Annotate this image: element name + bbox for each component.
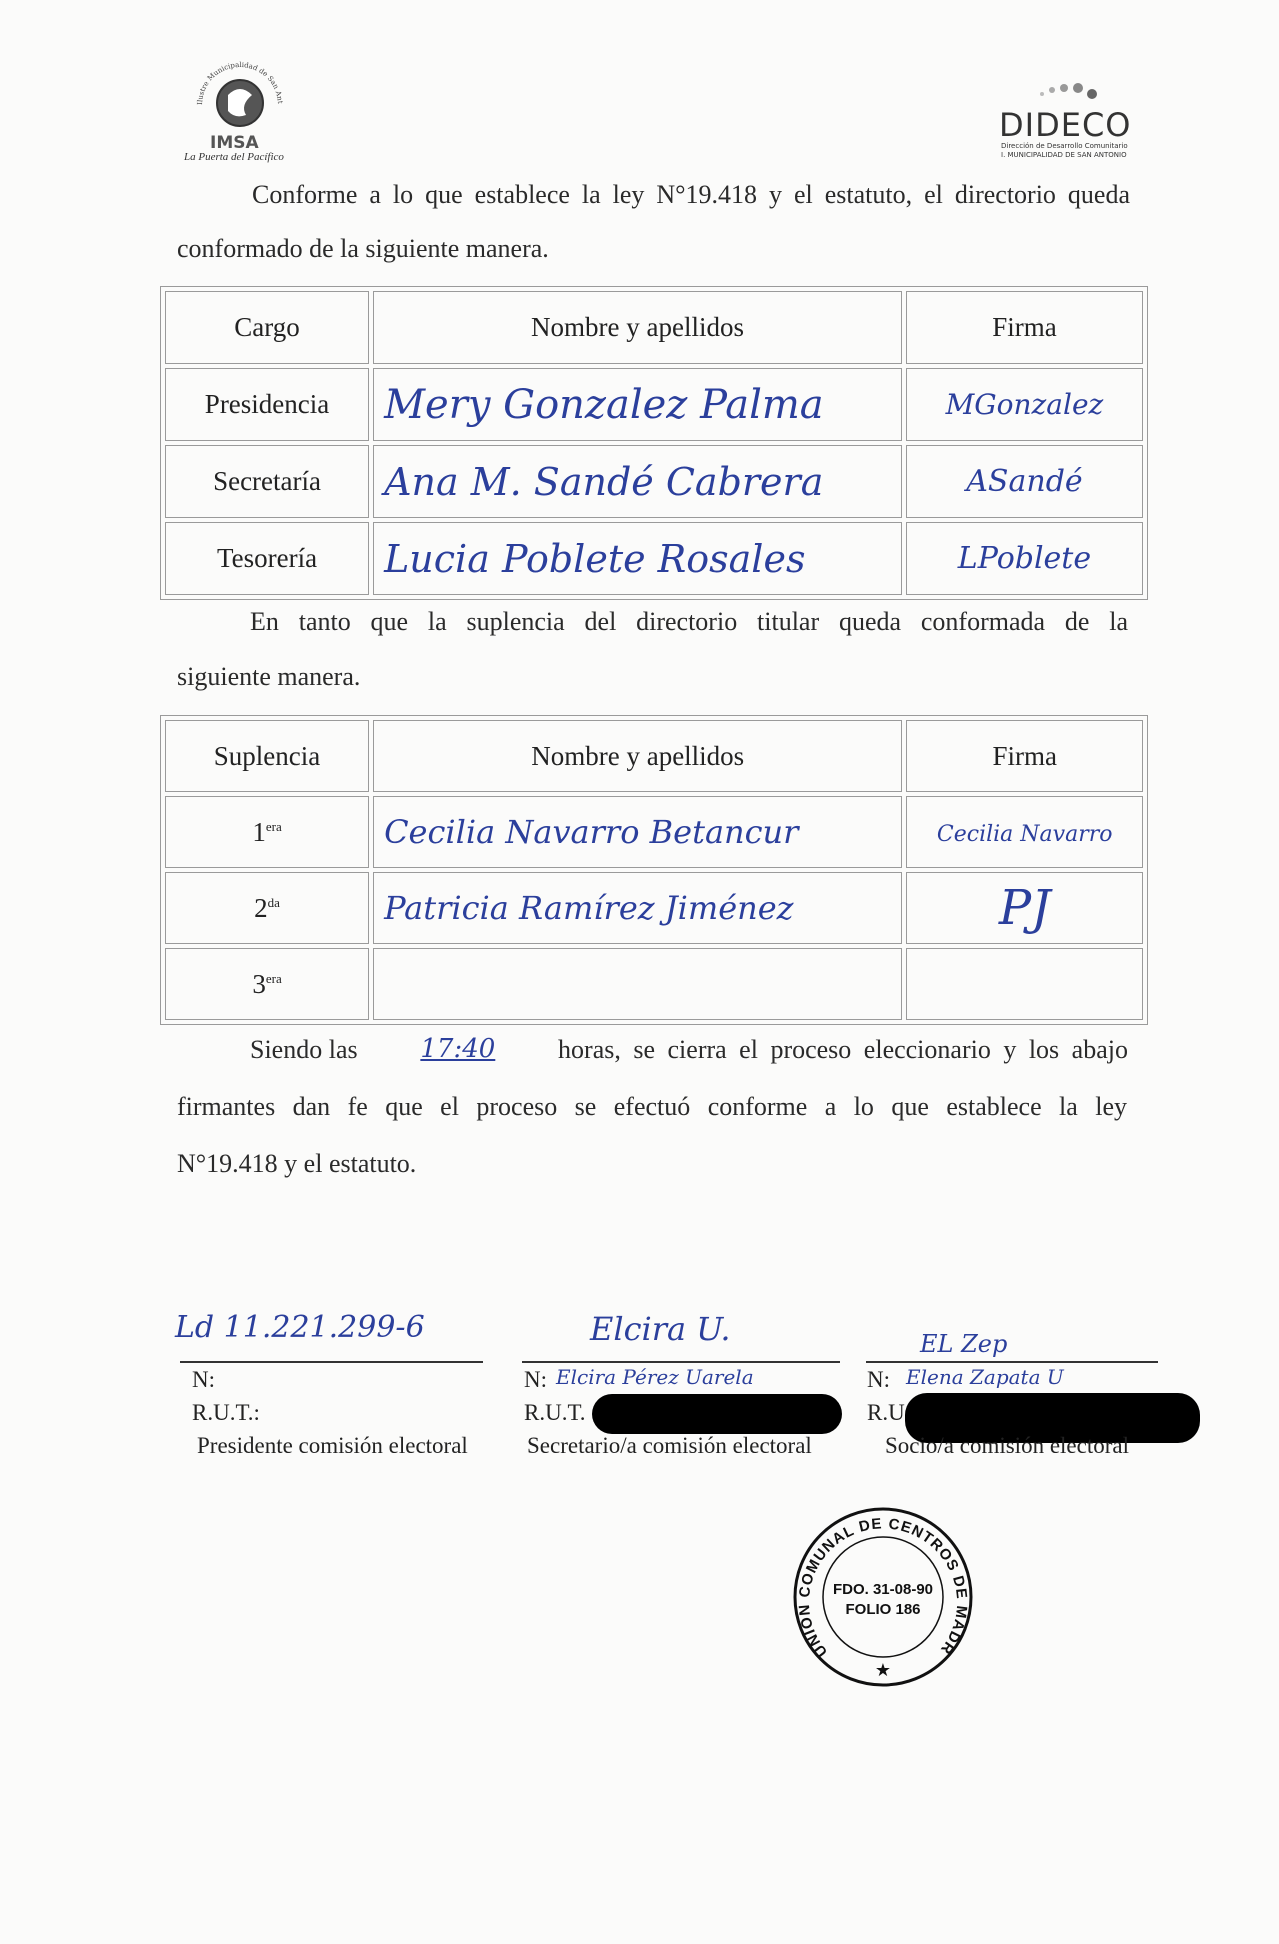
closing-line3: N°19.418 y el estatuto. — [177, 1149, 417, 1178]
redaction-bar — [592, 1394, 842, 1434]
svg-text:Ilustre Municipalidad de San A: Ilustre Municipalidad de San Ant — [195, 60, 284, 106]
member-signature: EL Zep — [920, 1330, 1008, 1358]
imsa-name: IMSA — [210, 133, 259, 153]
handwritten-name: Cecilia Navarro Betancur — [384, 813, 799, 851]
dideco-line2: I. MUNICIPALIDAD DE SAN ANTONIO — [1001, 151, 1127, 159]
suplencia-cell: $1^{era}$ — [165, 796, 369, 868]
president-signature: Ld 11.221.299-6 — [175, 1310, 425, 1345]
dideco-line1: Dirección de Desarrollo Comunitario — [1001, 142, 1128, 150]
svg-text:FDO. 31-08-90: FDO. 31-08-90 — [832, 1581, 934, 1598]
president-role: Presidente comisión electoral — [197, 1433, 468, 1458]
header-cargo: Cargo — [165, 291, 369, 364]
handwritten-signature: MGonzalez — [945, 388, 1104, 421]
alternates-table — [160, 715, 1148, 1025]
signature-line — [522, 1361, 840, 1363]
header-suplencia: Suplencia — [165, 720, 369, 792]
name-cell — [373, 522, 902, 595]
header-firma: Firma — [906, 291, 1143, 364]
board-table — [160, 286, 1148, 600]
svg-text:★: ★ — [874, 1660, 892, 1681]
signature-cell — [906, 368, 1143, 441]
secretary-rut-label: R.U.T. — [524, 1400, 586, 1425]
header-nombre: Nombre y apellidos — [373, 291, 902, 364]
handwritten-name: Patricia Ramírez Jiménez — [384, 889, 794, 927]
signature-cell — [906, 445, 1143, 518]
secretary-name: Elcira Pérez Uarela — [556, 1365, 754, 1389]
dideco-logo — [995, 80, 1135, 165]
name-cell — [373, 872, 902, 944]
suplencia-cell: $2^{da}$ — [165, 872, 369, 944]
header-nombre: Nombre y apellidos — [373, 720, 902, 792]
cargo-cell: Secretaría — [165, 445, 369, 518]
intro-line1: Conforme a lo que establece la ley N°19.418 y el estatuto, el directorio queda — [252, 180, 1130, 209]
member-n-label: N: — [867, 1367, 890, 1392]
signature-cell — [906, 522, 1143, 595]
signature-cell — [906, 948, 1143, 1020]
signature-cell — [906, 796, 1143, 868]
president-n-label: N: — [192, 1367, 215, 1392]
suplencia-cell: $3^{era}$ — [165, 948, 369, 1020]
secretary-role: Secretario/a comisión electoral — [527, 1433, 812, 1458]
handwritten-signature: ASandé — [966, 464, 1083, 499]
closing-line2: firmantes dan fe que el proceso se efectuó conforme a lo que establece la ley — [177, 1092, 1127, 1121]
cargo-cell: Presidencia — [165, 368, 369, 441]
member-name: Elena Zapata U — [906, 1365, 1064, 1389]
name-cell — [373, 796, 902, 868]
cargo-cell: Tesorería — [165, 522, 369, 595]
stamp-seal-icon — [788, 1502, 978, 1692]
name-cell — [373, 948, 902, 1020]
dideco-name: DIDECO — [999, 106, 1132, 144]
handwritten-signature: LPoblete — [957, 541, 1092, 576]
handwritten-name: Lucia Poblete Rosales — [384, 536, 806, 581]
name-cell — [373, 445, 902, 518]
member-role: Socio/a comisión electoral — [885, 1433, 1129, 1458]
secretary-signature: Elcira U. — [590, 1310, 731, 1348]
closing-post: horas, se cierra el proceso eleccionario y los abajo — [558, 1035, 1128, 1064]
president-rut-label: R.U.T.: — [192, 1400, 260, 1425]
alternates-line1: En tanto que la suplencia del directorio titular queda conformada de la — [250, 607, 1128, 636]
handwritten-signature: PJ — [998, 880, 1051, 936]
secretary-n-label: N: — [524, 1367, 547, 1392]
handwritten-signature: Cecilia Navarro — [936, 821, 1113, 847]
imsa-logo — [180, 55, 300, 165]
signature-line — [180, 1361, 483, 1363]
handwritten-name: Ana M. Sandé Cabrera — [384, 459, 824, 504]
signature-cell — [906, 872, 1143, 944]
closing-line1 — [250, 1021, 1128, 1078]
intro-line2: conformado de la siguiente manera. — [177, 234, 549, 263]
svg-text:FOLIO 186: FOLIO 186 — [845, 1601, 921, 1618]
imsa-emblem-icon — [180, 55, 300, 140]
stamp — [788, 1502, 978, 1692]
header-firma: Firma — [906, 720, 1143, 792]
imsa-tagline: La Puerta del Pacífico — [184, 151, 284, 163]
closing-pre: Siendo las — [250, 1035, 358, 1064]
closing-time: 17:40 — [420, 1034, 496, 1064]
handwritten-name: Mery Gonzalez Palma — [384, 381, 824, 428]
member-rut-label: R.U — [867, 1400, 905, 1425]
alternates-line2: siguiente manera. — [177, 662, 361, 691]
name-cell — [373, 368, 902, 441]
svg-text:UNION COMUNAL DE CENTROS DE MA: UNION COMUNAL DE CENTROS DE MADR — [795, 1515, 971, 1661]
signature-line — [866, 1361, 1158, 1363]
